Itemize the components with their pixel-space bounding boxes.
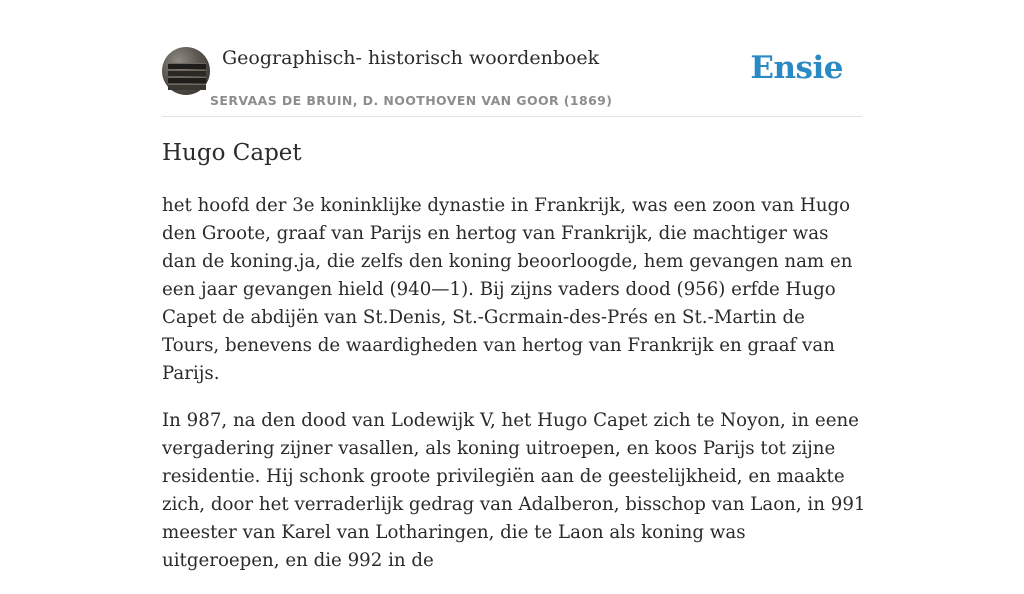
source-title[interactable]: Geographisch- historisch woordenboek <box>222 47 600 69</box>
entry-paragraph: het hoofd der 3e koninklijke dynastie in Frankrijk, was een zoon van Hugo den Groote, graaf van Parijs en hertog van Frankrijk, die machtiger was dan de koning.ja, die zelfs den koning beoorloogde, hem gevangen nam en een jaar gevangen hield (940—1). Bij zijns vaders dood (956) erfde Hugo Capet de abdijën van St.Denis, St.-Gcrmain-des-Prés en St.-Martin de Tours, benevens de waardigheden van hertog van Frankrijk en graaf van Parijs. <box>162 195 853 384</box>
entry-paragraph: In 987, na den dood van Lodewijk V, het Hugo Capet zich te Noyon, in eene vergadering zijner vasallen, als koning uitroepen, en koos Parijs tot zijne residentie. Hij schonk groote privilegiën aan de geestelijkheid, en maakte zich, door het verraderlijk gedrag van Adalberon, bisschop van Laon, in 991 meester van Karel van Lotharingen, die te Laon als koning was uitgeroepen, en die 992 in de <box>162 410 866 571</box>
entry-body <box>162 192 866 594</box>
entry-title: Hugo Capet <box>162 140 302 166</box>
book-stack-icon[interactable] <box>162 47 210 95</box>
source-authors: SERVAAS DE BRUIN, D. NOOTHOVEN VAN GOOR (1869) <box>210 93 613 108</box>
ensie-logo[interactable]: Ensie <box>750 50 843 86</box>
source-header <box>162 46 862 117</box>
